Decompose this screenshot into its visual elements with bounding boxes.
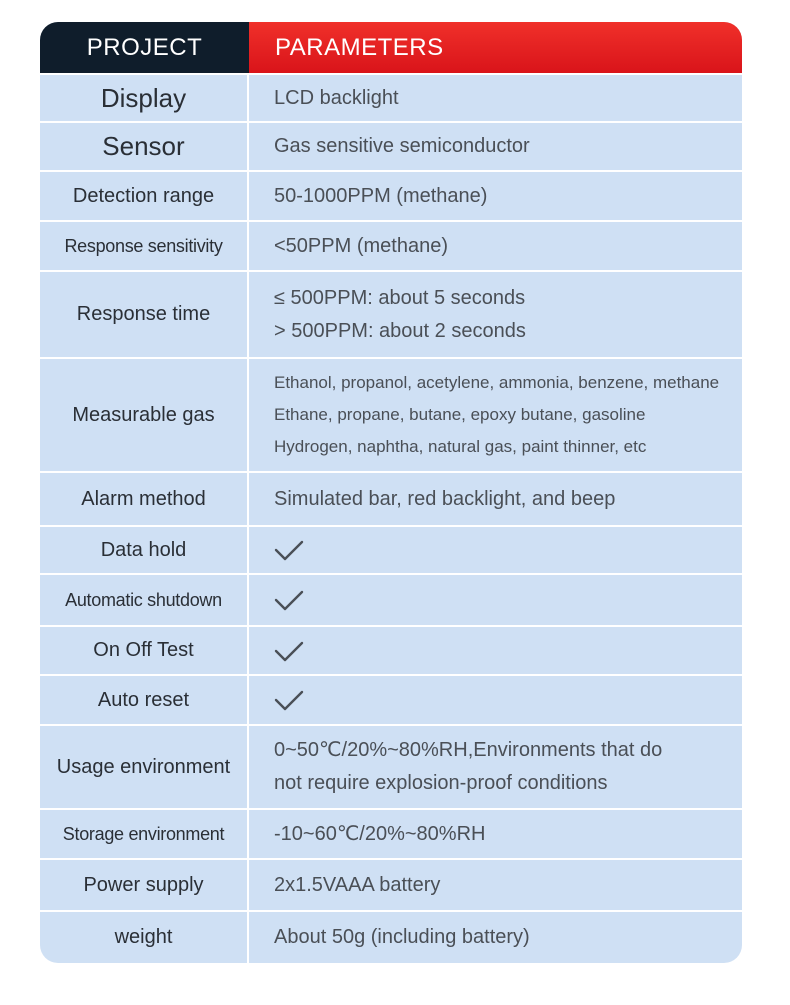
table-row — [40, 910, 742, 963]
table-row — [40, 357, 742, 471]
table-row — [40, 73, 742, 121]
table-row — [40, 808, 742, 858]
row-label: Data hold — [40, 527, 249, 573]
row-label: Sensor — [40, 123, 249, 170]
table-row — [40, 170, 742, 220]
table-row — [40, 625, 742, 674]
row-value: About 50g (including battery) — [274, 926, 530, 948]
table-row — [40, 471, 742, 525]
value-line: ≤ 500PPM: about 5 seconds — [274, 286, 526, 309]
row-label: Usage environment — [40, 726, 249, 808]
row-label: Display — [40, 75, 249, 121]
spec-table — [40, 22, 742, 963]
row-label: Automatic shutdown — [40, 575, 249, 625]
row-label: Response sensitivity — [40, 222, 249, 270]
check-icon — [274, 588, 304, 612]
row-label: Storage environment — [40, 810, 249, 858]
row-value: -10~60℃/20%~80%RH — [274, 822, 486, 845]
row-value: Simulated bar, red backlight, and beep — [274, 487, 616, 510]
value-line: Hydrogen, naphtha, natural gas, paint thinner, etc — [274, 437, 647, 456]
table-row — [40, 270, 742, 357]
row-label: Auto reset — [40, 676, 249, 724]
row-value — [249, 627, 742, 674]
value-line: Ethane, propane, butane, epoxy butane, gasoline — [274, 405, 646, 424]
row-value — [249, 527, 742, 573]
row-value: Gas sensitive semiconductor — [274, 135, 530, 157]
parameters-header: PARAMETERS — [249, 22, 742, 73]
row-value: <50PPM (methane) — [274, 234, 448, 257]
row-label: weight — [40, 912, 249, 963]
table-row — [40, 674, 742, 724]
table-header — [40, 22, 742, 73]
value-line: 0~50℃/20%~80%RH,Environments that do — [274, 739, 663, 761]
table-row — [40, 121, 742, 170]
table-row — [40, 724, 742, 808]
row-value — [249, 726, 742, 808]
value-line: not require explosion-proof conditions — [274, 772, 608, 794]
value-line: Ethanol, propanol, acetylene, ammonia, benzene, methane — [274, 373, 720, 392]
check-icon — [274, 639, 304, 663]
row-label: Measurable gas — [40, 359, 249, 471]
row-value — [249, 272, 742, 357]
value-line: > 500PPM: about 2 seconds — [274, 319, 526, 342]
row-label: Detection range — [40, 172, 249, 220]
row-value — [249, 575, 742, 625]
row-label: Power supply — [40, 860, 249, 910]
row-value: 2x1.5VAAA battery — [274, 873, 441, 896]
row-value: 50-1000PPM (methane) — [274, 184, 488, 207]
row-label: Response time — [40, 272, 249, 357]
project-header: PROJECT — [40, 22, 249, 73]
table-row — [40, 573, 742, 625]
table-row — [40, 525, 742, 573]
row-value — [249, 676, 742, 724]
check-icon — [274, 688, 304, 712]
table-row — [40, 858, 742, 910]
row-label: Alarm method — [40, 473, 249, 525]
table-row — [40, 220, 742, 270]
row-value: LCD backlight — [274, 86, 399, 109]
check-icon — [274, 538, 304, 562]
row-label: On Off Test — [40, 627, 249, 674]
row-value — [249, 359, 742, 471]
